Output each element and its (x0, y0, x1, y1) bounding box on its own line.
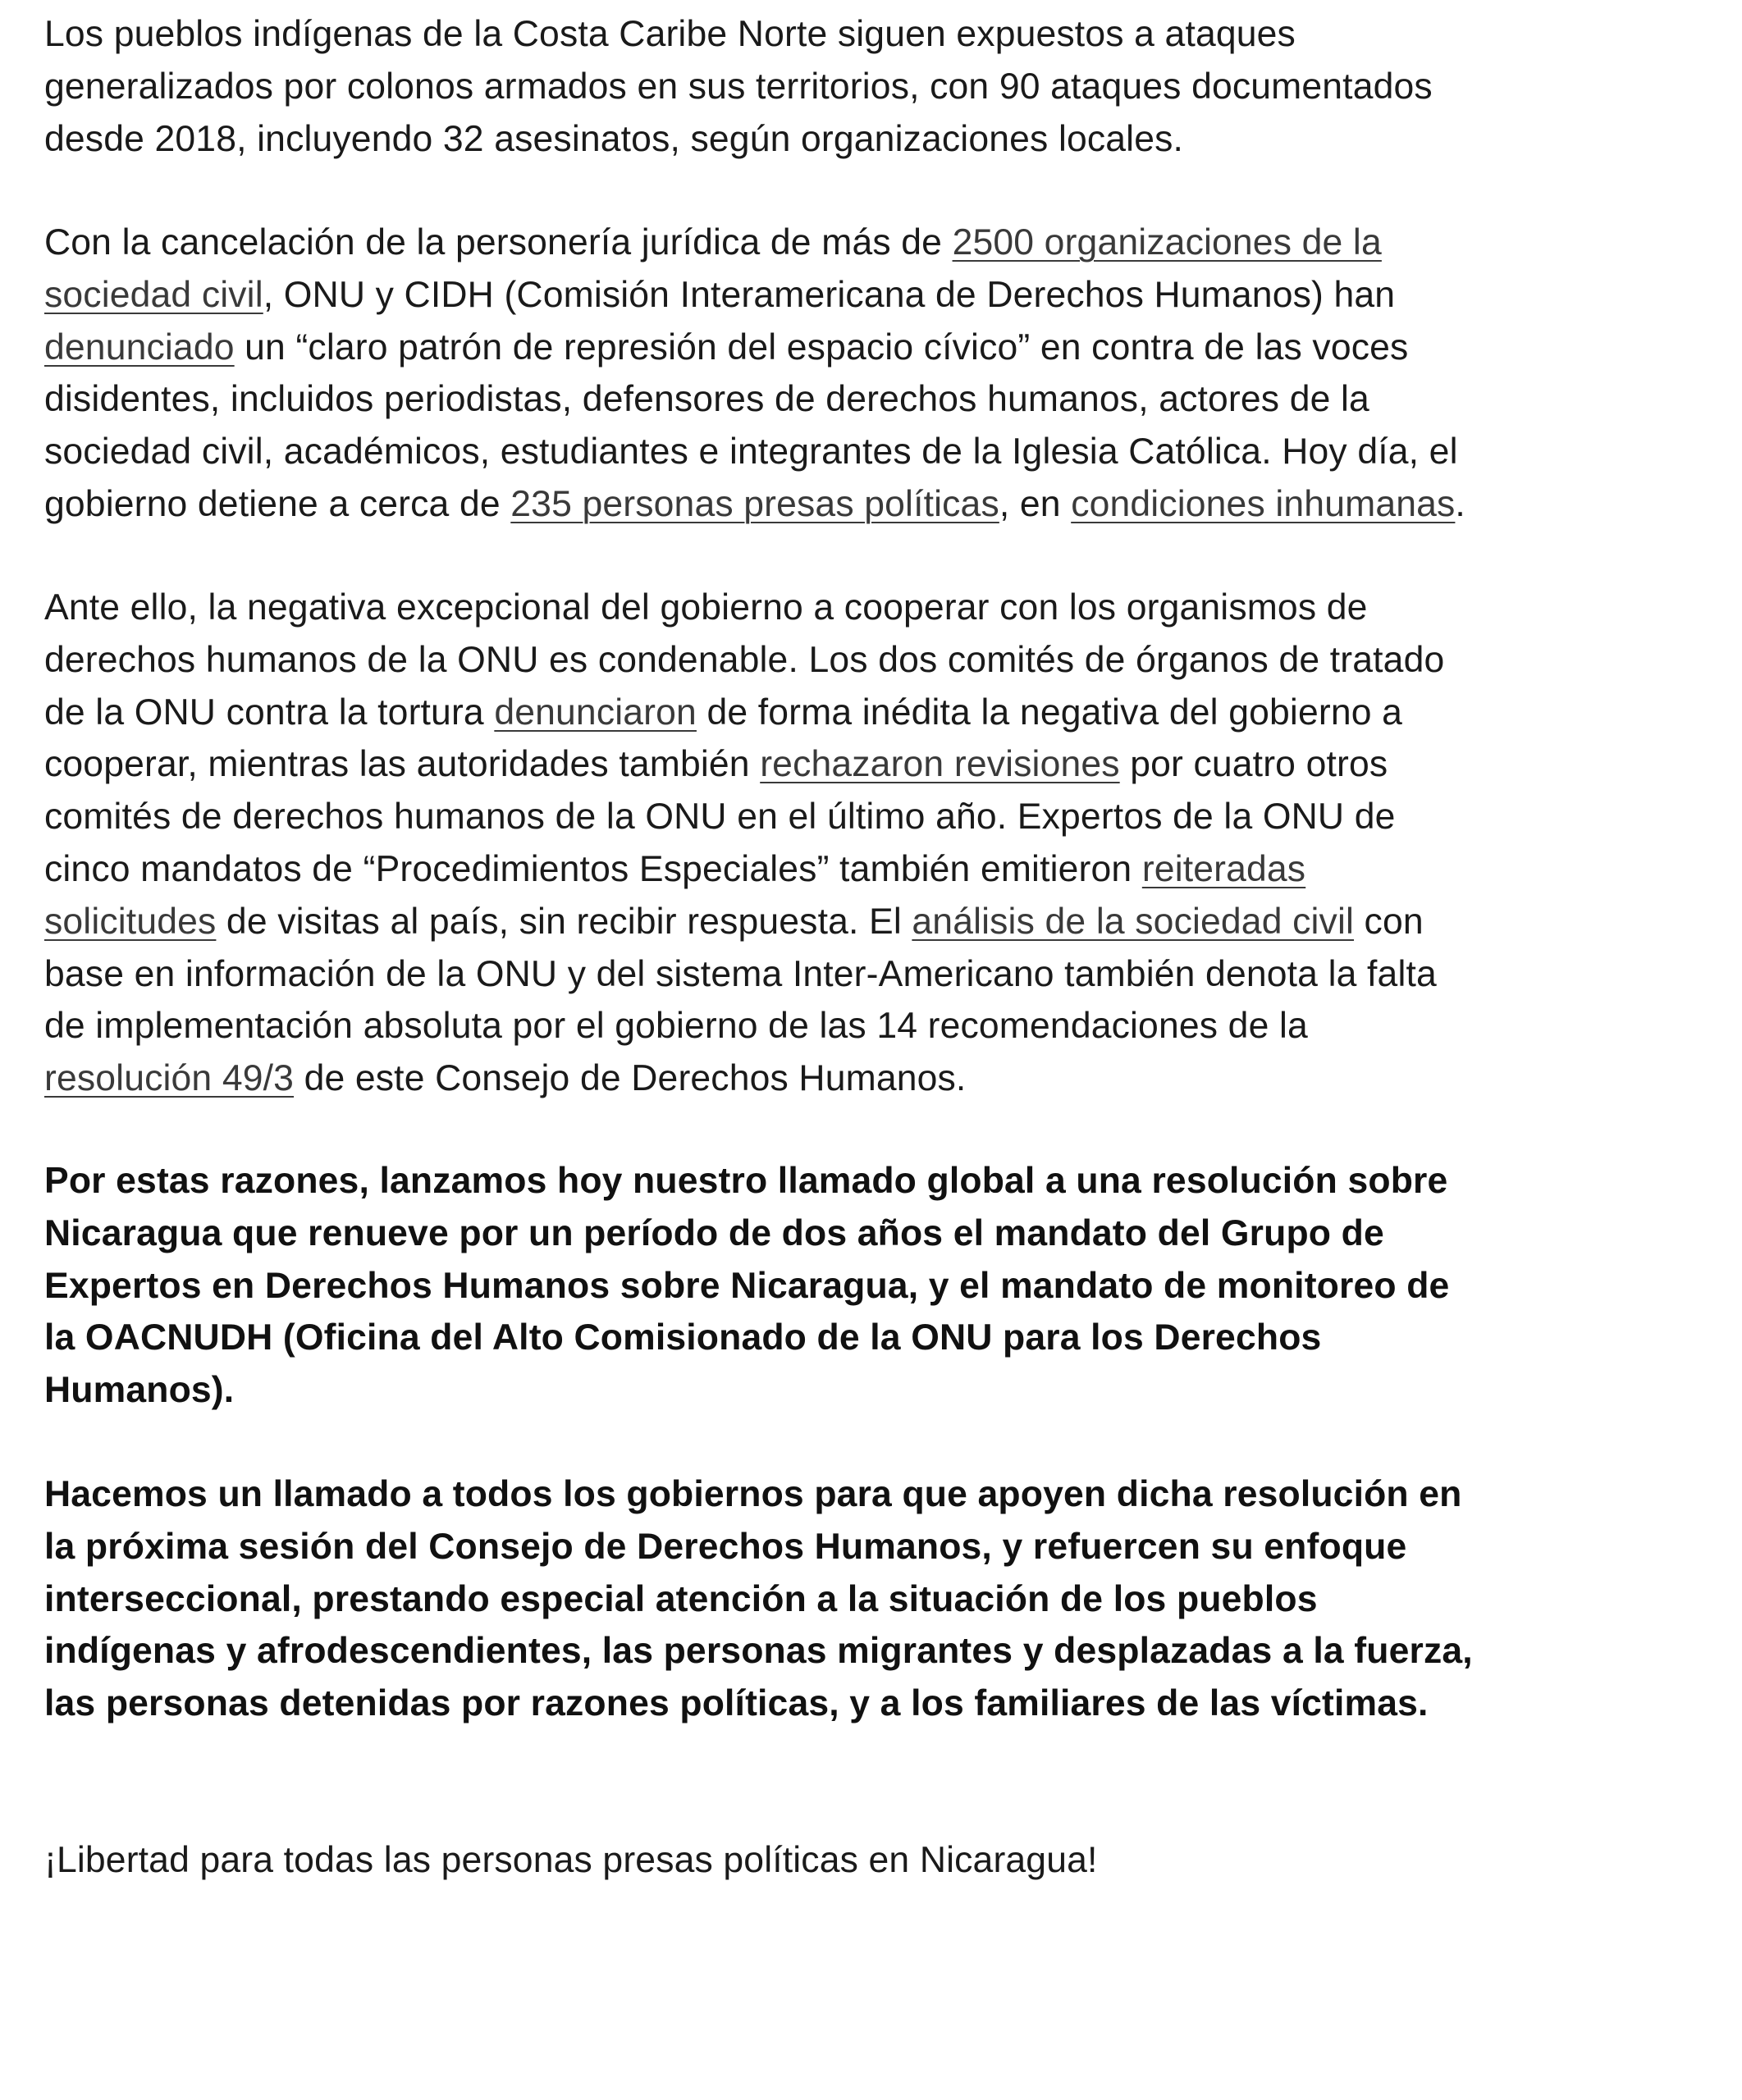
text-fragment: con (1354, 901, 1424, 942)
link-civil-society-analysis[interactable]: análisis de la sociedad civil (912, 901, 1355, 942)
text-fragment: por cuatro otros (1119, 744, 1388, 785)
text-fragment: de la ONU contra la tortura (44, 692, 495, 733)
paragraph-indigenous-attacks (44, 8, 1685, 165)
text-line: Los pueblos indígenas de la Costa Caribe Norte siguen expuestos a ataques (44, 14, 1296, 54)
text-line: la OACNUDH (Oficina del Alto Comisionado de la ONU para los Derechos (44, 1317, 1322, 1358)
text-fragment: . (1455, 483, 1465, 524)
text-line (44, 738, 1685, 791)
text-line: base en información de la ONU y del sistema Inter-Americano también denota la falta (44, 953, 1437, 994)
text-line (44, 322, 1685, 374)
text-line: generalizados por colonos armados en sus territorios, con 90 ataques documentados (44, 66, 1433, 107)
paragraph-freedom-closing (44, 1834, 1685, 1887)
text-line (44, 843, 1685, 896)
link-2500-organizations-cont[interactable]: sociedad civil (44, 274, 263, 315)
text-line: disidentes, incluidos periodistas, defensores de derechos humanos, actores de la (44, 379, 1369, 420)
text-line: de implementación absoluta por el gobierno de las 14 recomendaciones de la (44, 1006, 1308, 1047)
text-fragment: , en (999, 483, 1072, 524)
text-line (44, 478, 1685, 531)
text-fragment: cinco mandatos de “Procedimientos Especiales” también emitieron (44, 848, 1142, 889)
text-line: interseccional, prestando especial atención a la situación de los pueblos (44, 1578, 1318, 1619)
text-line: Ante ello, la negativa excepcional del gobierno a cooperar con los organismos de (44, 587, 1368, 628)
text-line: las personas detenidas por razones políticas, y a los familiares de las víctimas. (44, 1683, 1429, 1724)
text-fragment: un “claro patrón de represión del espacio cívico” en contra de las voces (234, 326, 1409, 368)
text-line: Hacemos un llamado a todos los gobiernos para que apoyen dicha resolución en (44, 1474, 1462, 1514)
text-fragment: de este Consejo de Derechos Humanos. (294, 1058, 967, 1099)
text-fragment: , ONU y CIDH (Comisión Interamericana de Derechos Humanos) han (263, 274, 1396, 315)
text-line (44, 217, 1685, 269)
link-rejected-reviews[interactable]: rechazaron revisiones (760, 744, 1120, 785)
text-line: Expertos en Derechos Humanos sobre Nicaragua, y el mandato de monitoreo de (44, 1265, 1450, 1306)
paragraph-un-cooperation (44, 582, 1685, 1105)
text-line: Humanos). (44, 1370, 235, 1411)
text-line (44, 1052, 1685, 1105)
text-line: indígenas y afrodescendientes, las personas migrantes y desplazadas a la fuerza, (44, 1631, 1473, 1672)
text-fragment: de visitas al país, sin recibir respuesta. El (216, 901, 912, 942)
text-line (44, 269, 1685, 322)
text-line (44, 687, 1685, 739)
text-line: la próxima sesión del Consejo de Derechos Humanos, y refuercen su enfoque (44, 1526, 1407, 1567)
link-inhumane-conditions[interactable]: condiciones inhumanas (1071, 483, 1456, 524)
text-line: sociedad civil, académicos, estudiantes e integrantes de la Iglesia Católica. Hoy día, el (44, 431, 1458, 472)
link-denunciaron[interactable]: denunciaron (494, 692, 697, 733)
text-line: derechos humanos de la ONU es condenable. Los dos comités de órganos de tratado (44, 639, 1445, 680)
text-line: ¡Libertad para todas las personas presas políticas en Nicaragua! (44, 1840, 1098, 1880)
text-line: comités de derechos humanos de la ONU en el último año. Expertos de la ONU de (44, 797, 1396, 838)
text-line: Nicaragua que renueve por un período de dos años el mandato del Grupo de (44, 1212, 1384, 1253)
paragraph-civic-space-repression (44, 217, 1685, 531)
text-fragment: cooperar, mientras las autoridades también (44, 744, 761, 785)
text-fragment: de forma inédita la negativa del gobierno a (696, 692, 1403, 733)
link-repeated-requests[interactable]: reiteradas (1141, 848, 1306, 889)
text-fragment: gobierno detiene a cerca de (44, 483, 511, 524)
text-line: Por estas razones, lanzamos hoy nuestro llamado global a una resolución sobre (44, 1161, 1448, 1201)
link-denunciado[interactable]: denunciado (44, 326, 235, 368)
text-fragment: Con la cancelación de la personería jurídica de más de (44, 222, 953, 262)
text-line: desde 2018, incluyendo 32 asesinatos, según organizaciones locales. (44, 118, 1184, 159)
paragraph-call-resolution (44, 1155, 1685, 1417)
paragraph-call-governments (44, 1468, 1685, 1730)
text-line (44, 896, 1685, 948)
link-2500-organizations[interactable]: 2500 organizaciones de la (952, 222, 1382, 262)
link-resolution-49-3[interactable]: resolución 49/3 (44, 1058, 295, 1099)
link-repeated-requests-cont[interactable]: solicitudes (44, 901, 217, 942)
link-political-prisoners[interactable]: 235 personas presas políticas (510, 483, 999, 524)
